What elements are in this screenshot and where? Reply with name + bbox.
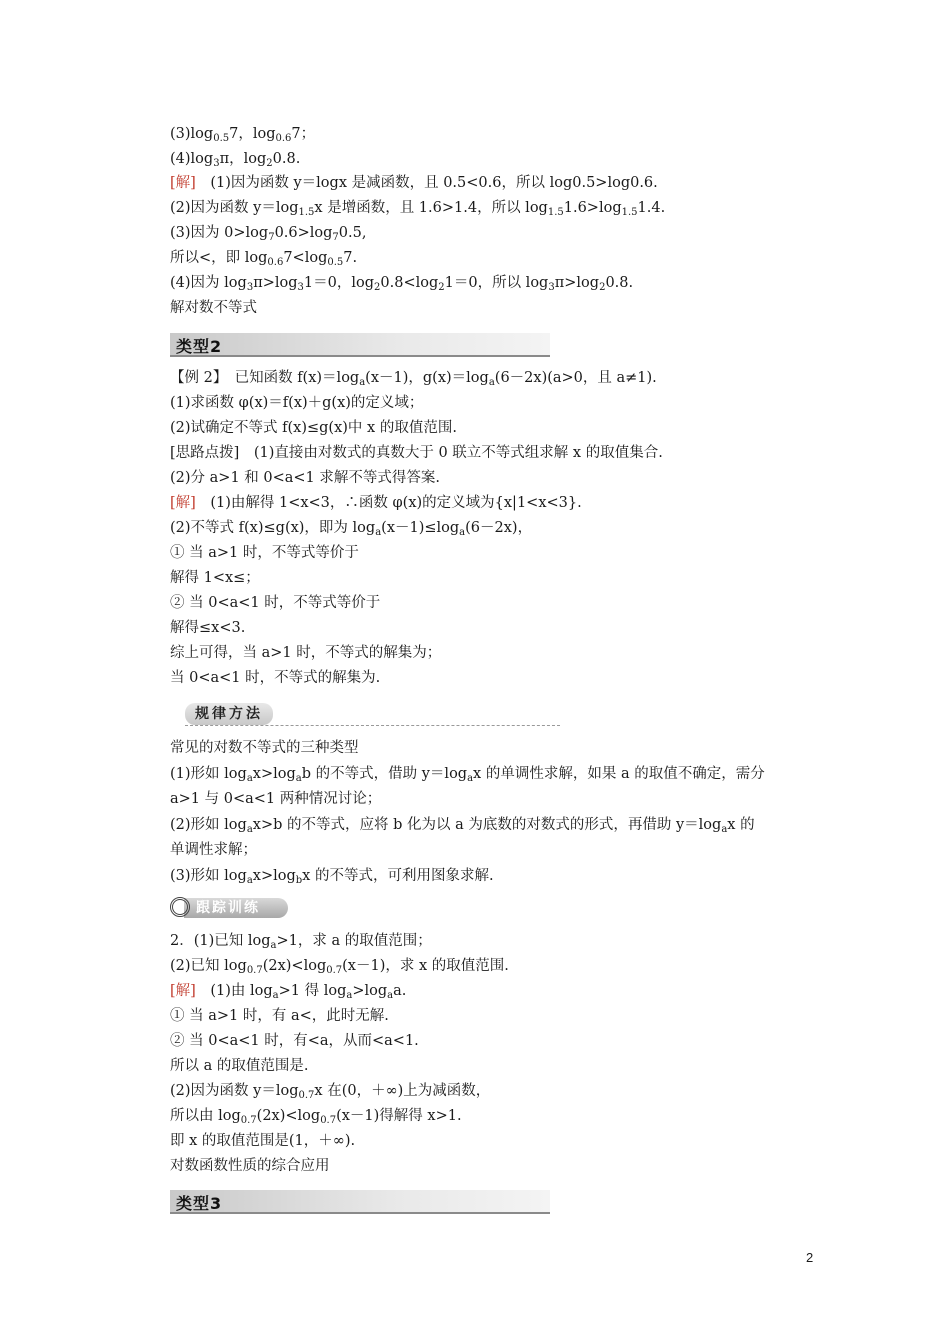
text-line: $(3)\log_{0.5}7$，$\log_{0.6}7$； [170, 126, 316, 144]
follow-training-label: 跟踪训练 [196, 900, 260, 916]
text-line: (2)因为函数 $y=\log_{0.7}x$ 在(0，＋∞)上为减函数， [170, 1083, 491, 1101]
text-line: [解] (1)因为函数 y＝logx 是减函数，且 0.5<0.6，所以 log0.5>log0.6. [170, 175, 658, 191]
text-line: 当 0<a<1 时，不等式的解集为. [170, 670, 381, 686]
type-3-banner [170, 1190, 550, 1214]
text-line: (3)形如 $\log_ax>\log_bx$ 的不等式，可利用图象求解. [170, 868, 494, 886]
type-2-banner [170, 333, 550, 357]
text-line: $(4)\log_3\pi$，$\log_20.8$. [170, 151, 301, 169]
text-line: (2)不等式 f(x)≤g(x)，即为 $\log_a(x-1)\le\log_a(6-2x)$， [170, 520, 533, 538]
text-line: (4)因为 $\log_3\pi>\log_31=0$，$\log_20.8<\log_21=0$，所以 $\log_3\pi>\log_20.8$. [170, 275, 634, 293]
text-line: 所以<，即 $\log_{0.6}7<\log_{0.5}7$. [170, 250, 358, 268]
text-line: [解] (1)由 $\log_a>1$ 得 $\log_a>\log_aa$. [170, 983, 407, 1001]
text-line: 解得≤x<3. [170, 620, 246, 636]
text-line: ② 当 0<a<1 时，不等式等价于 [170, 595, 381, 611]
text-line: (2)已知 $\log_{0.7}(2x)<\log_{0.7}(x-1)$，求 x 的取值范围. [170, 958, 509, 976]
text-line: 2．(1)已知 $\log_a>1$，求 a 的取值范围； [170, 933, 432, 951]
text-line: 单调性求解； [170, 842, 257, 858]
text-line: ① 当 a>1 时，有 a<，此时无解. [170, 1008, 389, 1024]
section-heading: 对数函数性质的综合应用 [170, 1158, 330, 1174]
text-line: 所以 a 的取值范围是. [170, 1058, 309, 1074]
type-2-label: 类型2 [176, 337, 223, 356]
text-line: (2)因为函数 $y=\log_{1.5}x$ 是增函数，且 1.6>1.4，所以 $\log_{1.5}1.6>\log_{1.5}1.4$. [170, 200, 666, 218]
target-icon [170, 897, 190, 917]
text-line: [思路点拨] (1)直接由对数式的真数大于 0 联立不等式组求解 x 的取值集合. [170, 445, 663, 461]
text-line: [解] (1)由解得 1<x<3，∴函数 φ(x)的定义域为{x|1<x<3}. [170, 495, 582, 511]
law-method-banner [185, 703, 560, 726]
follow-training-banner [170, 896, 288, 920]
solution-tag: [解] [170, 175, 196, 191]
text-line: ② 当 0<a<1 时，有<a，从而<a<1. [170, 1033, 419, 1049]
solution-tag: [解] [170, 495, 196, 511]
text-line: (1)形如 $\log_ax>\log_ab$ 的不等式，借助 $y=\log_ax$ 的单调性求解，如果 a 的取值不确定，需分 [170, 766, 765, 784]
text-line: (2)分 a>1 和 0<a<1 求解不等式得答案. [170, 470, 440, 486]
text-line: 即 x 的取值范围是(1，＋∞). [170, 1133, 356, 1149]
solution-tag: [解] [170, 983, 196, 999]
text-line: 所以由 $\log_{0.7}(2x)<\log_{0.7}(x-1)$得解得 x>1. [170, 1108, 462, 1126]
text-line: (3)因为 $0>\log_70.6>\log_70.5$, [170, 225, 367, 243]
text-line: 解得 1<x≤； [170, 570, 260, 586]
text-line: (2)形如 $\log_ax>b$ 的不等式，应将 b 化为以 a 为底数的对数式的形式，再借助 $y=\log_ax$ 的 [170, 817, 755, 835]
example-title: 【例 2】 已知函数 $f(x)=\log_a(x-1)$，$g(x)=\log_a(6-2x)(a>0$，且 a≠1). [170, 370, 657, 388]
page-number: 2 [806, 1250, 814, 1265]
text-line: 常见的对数不等式的三种类型 [170, 740, 359, 756]
text-line: a>1 与 0<a<1 两种情况讨论； [170, 791, 382, 807]
text-line: 综上可得，当 a>1 时，不等式的解集为； [170, 645, 442, 661]
section-heading: 解对数不等式 [170, 300, 257, 316]
type-3-label: 类型3 [176, 1194, 223, 1213]
text-line: (1)求函数 φ(x)＝f(x)＋g(x)的定义域； [170, 395, 424, 411]
text-line: (2)试确定不等式 f(x)≤g(x)中 x 的取值范围. [170, 420, 457, 436]
law-method-label: 规律方法 [185, 703, 273, 725]
text-line: ① 当 a>1 时，不等式等价于 [170, 545, 359, 561]
